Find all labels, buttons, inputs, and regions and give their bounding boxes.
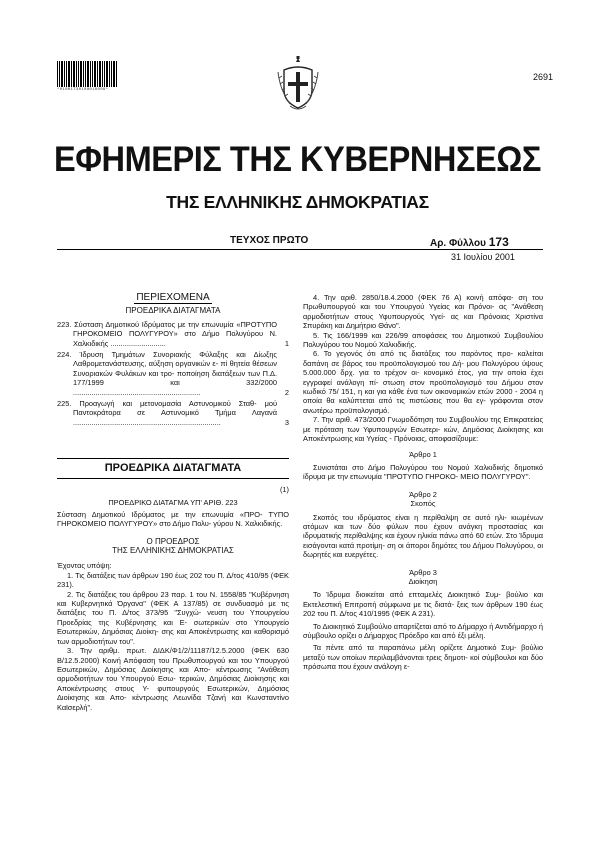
president-heading: Ο ΠΡΟΕΔΡΟΣ: [146, 536, 200, 546]
section-divider-top: [57, 458, 289, 459]
article-3-title: Άρθρο 3: [409, 567, 437, 577]
contents-underline: [134, 303, 212, 304]
article-3-text: Τα πέντε από τα παραπάνω μέλη ορίζετε Δημοτικό Συμ- βούλιο μεταξύ των οποίων περιλαμβάνονται τρεις δημοτι- κοί σύμβουλοι και δύο πρόσωπα που έχουν ανάλογη ε-: [303, 643, 543, 672]
article-1-text: Συνιστάται στο Δήμο Πολυγύρου του Νομού Χαλκιδικής δημοτικό ίδρυμα με την επωνυμία "ΠΡΟΤΥΠΟ ΓΗΡΟΚΟ- ΜΕΙΟ ΠΟΛΥΓΥΡΟΥ".: [303, 462, 543, 482]
paragraph: 7. Την αριθ. 473/2000 Γνωμοδότηση του Συμβουλίου της Επικρατείας με πρόταση των Υφυπουργών Εσωτερι- κών, Δημόσιας Διοίκησης και Αποκέντρωσης και Υγείας - Πρόνοιας, αποφασίζουμε:: [303, 415, 543, 444]
decree-223: [57, 485, 289, 712]
gazette-title: ΕΦΗΜΕΡΙΣ ΤΗΣ ΚΥΒΕΡΝΗΣΕΩΣ: [54, 140, 541, 179]
contents-block: [57, 293, 289, 427]
decree-subject: Σύσταση Δημοτικού Ιδρύματος με την επωνυμία «ΠΡΟ- ΤΥΠΟ ΓΗΡΟΚΟΜΕΙΟ ΠΟΛΥΓΥΡΟΥ» στο Δήμο Πολυ- γύρου Ν. Χαλκιδικής.: [57, 509, 289, 529]
article-2-text: Σκοπός του ιδρύματος είναι η περίθαλψη σε αυτό ηλι- κιωμένων ατόμων και των δύο φύλων που έχουν ανάγκη προστασίας και ιδρυματικής περίθαλψης και έχουν ηλικία πάνω από 60 ετών. Στο Ίδρυμα εισάγονται κατά προτίμη- ση οι άποροι δημότες του Δήμου Πολυγύρου, οι δωρητές και ευεργέτες.: [303, 512, 543, 560]
article-2-subtitle: Σκοπός: [410, 499, 436, 509]
sheet-number-value: 173: [488, 235, 509, 249]
toc-item: 223. Σύσταση Δημοτικού Ιδρύματος με την επωνυμία «ΠΡΟΤΥΠΟ ΓΗΡΟΚΟΜΕΙΟ ΠΟΛΥΓΥΡΟΥ» στο Δήμο Πολυγύρου Ν. Χαλκιδικής ........................... 1: [57, 319, 289, 348]
barcode-graphic: [57, 61, 117, 87]
toc-item: 225. Προαγωγή και μετονομασία Αστυνομικού Σταθ- μού Παντοκράτορα σε Αστυνομικό Τμήμα Λαγανά ........................................................................ 3: [57, 399, 289, 427]
decrees-section-title: ΠΡΟΕΔΡΙΚΑ ΔΙΑΤΑΓΜΑΤΑ: [104, 462, 242, 474]
article-3-text: Το Διοικητικό Συμβούλιο απαρτίζεται από το Δήμαρχο ή Αντιδήμαρχο ή σύμβουλο ορίζει ο Δήμαρχος Πρόεδρο και από έξι μέλη.: [303, 621, 543, 640]
footnote-mark: (1): [279, 485, 289, 494]
article-3-subtitle: Διοίκηση: [408, 576, 438, 586]
contents-section: ΠΡΟΕΔΡΙΚΑ ΔΙΑΤΑΓΜΑΤΑ: [125, 306, 221, 316]
article-2-title: Άρθρο 2: [409, 489, 437, 499]
issue-date: 31 Ιουλίου 2001: [451, 252, 515, 262]
section-divider-bottom: [57, 478, 289, 479]
coat-of-arms-icon: [276, 56, 320, 112]
paragraph: 4. Την αριθ. 2850/18.4.2000 (ΦΕΚ 76 Α) κοινή απόφα- ση του Πρωθυπουργού και του Υπουργού Υγείας και Πρόνοι- ας "Ανάθεση αρμοδιοτήτων στους Υφυπουργούς Υγεί- ας και Πρόνοιας Χριστίνα Σπυράκη και Δημήτριο Θάνο".: [303, 293, 543, 331]
article-3-text: Το Ίδρυμα διοικείται από επταμελές Διοικητικό Συμ- βούλιο και Εκτελεστική Επιτροπή σύμφωνα με τις διατά- ξεις των άρθρων 190 έως 202 του Π. Δ/τος 410/1995 (ΦΕΚ Α 231).: [303, 590, 543, 619]
sheet-label: Αρ. Φύλλου: [430, 238, 486, 249]
paragraph: 6. Το γεγονός ότι από τις διατάξεις του παρόντος προ- καλείται δαπάνη σε βάρος του προϋπολογισμού του Δή- μου Πολυγύρου ύψους 5.000.000 δρχ. για το τρέχον οι- κονομικό έτος, για την οποία έχει εγγραφεί ανάλογη πί- στωση στον προϋπολογισμό του Δήμου στον κωδικό 75/ 151, η και για κάθε ένα των οικονομικών ετών 2000 - 2004 η οποία θα καλύπτεται από τις πιστώσεις που θα εγ- γράφονται στον ανωτέρω προϋπολογισμό.: [303, 349, 543, 415]
sheet-number: [430, 235, 509, 249]
right-column: [303, 293, 543, 672]
having-regard: Έχοντας υπόψη:: [57, 561, 112, 571]
page-number: 2691: [533, 72, 554, 82]
paragraph: 1. Τις διατάξεις των άρθρων 190 έως 202 του Π. Δ/τος 410/95 (ΦΕΚ 231).: [57, 570, 289, 590]
paragraph: 2. Τις διατάξεις του άρθρου 23 παρ. 1 του Ν. 1558/85 "Κυβέρνηση και Κυβερνητικά Όργανα" (ΦΕΚ Α 137/85) σε συνδυασμό με τις διατάξεις του Π. Δ/τος 373/95 "Συγχώ- νευση του Υπουργείου Προεδρίας της Κυβέρνησης και Ε- σωτερικών στο Υπουργείο Εσωτερικών, Δημόσιας Διοίκη- σης και Αποκέντρωσης και καθορισμό των αρμοδιοτήτων του".: [57, 589, 289, 646]
decree-number: ΠΡΟΕΔΡΙΚΟ ΔΙΑΤΑΓΜΑ ΥΠ' ΑΡΙΘ. 223: [108, 498, 238, 508]
article-1-title: Άρθρο 1: [409, 449, 437, 459]
paragraph: 3. Την αριθμ. πρωτ. ΔΙΔΚ/Φ1/2/11187/12.5.2000 (ΦΕΚ 630 Β/12.5.2000) Κοινή Απόφαση του Πρωθυπουργού και του Υπουργού Εσωτερικών, Δημόσιας Διοίκησης και Απο- κέντρωσης "Ανάθεση αρμοδιοτήτων του Υπουργού Εσω- τερικών, Δημόσιας Διοίκησης και Αποκέντρωσης στους Υ- φυπουργούς Εσωτερικών, Δημόσιας Διοίκησης και Απο- κέντρωσης Λεωνίδα Τζανή και Κωνσταντίνο Καϊσερλή".: [57, 646, 289, 712]
paragraph: 5. Τις 166/1999 και 226/99 αποφάσεις του Δημοτικού Συμβουλίου Πολυγύρου του Νομού Χαλκιδικής.: [303, 330, 543, 350]
barcode-text: *01001730108010008*: [57, 88, 109, 92]
barcode: [57, 61, 117, 89]
contents-title: ΠΕΡΙΕΧΟΜΕΝΑ: [136, 292, 210, 303]
header-divider: [57, 249, 543, 250]
toc-item: 224. Ίδρυση Τμημάτων Συνοριακής Φύλαξης και Δίωξης Λαθρομετανάστευσης, αύξηση οργανικών ε- πί θητεία θέσεων Συνοριακών Φυλάκων και τρο- ποποίηση διατάξεων των Π.Δ. 177/1999 και 332/2000 .............................................................. 2: [57, 350, 289, 397]
gazette-subtitle: ΤΗΣ ΕΛΛΗΝΙΚΗΣ ΔΗΜΟΚΡΑΤΙΑΣ: [166, 192, 429, 212]
president-heading-2: ΤΗΣ ΕΛΛΗΝΙΚΗΣ ΔΗΜΟΚΡΑΤΙΑΣ: [112, 546, 234, 556]
issue-label: ΤΕΥΧΟΣ ΠΡΩΤΟ: [230, 235, 309, 246]
